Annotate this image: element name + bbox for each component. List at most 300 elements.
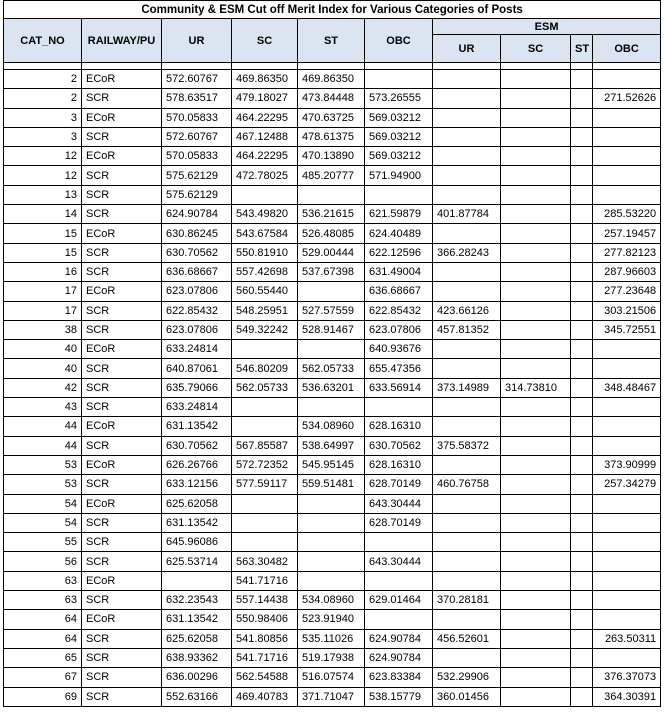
cell-esm-ur: 366.28243 <box>433 243 501 262</box>
cell-esm-sc <box>501 455 571 474</box>
cell-cat-no: 40 <box>4 359 82 378</box>
cell-railway: SCR <box>82 552 162 571</box>
cell-esm-obc: 257.34279 <box>593 475 661 494</box>
table-row <box>4 668 661 687</box>
cell-railway: SCR <box>82 262 162 281</box>
cell-railway: ECoR <box>82 571 162 590</box>
cell-st: 534.08960 <box>298 417 365 436</box>
cell-esm-ur: 457.81352 <box>433 320 501 339</box>
cell-st <box>298 282 365 301</box>
cell-railway: ECoR <box>82 417 162 436</box>
cell-railway: ECoR <box>82 340 162 359</box>
cell-esm-st <box>571 166 593 185</box>
cell-sc <box>232 513 298 532</box>
cell-esm-st <box>571 513 593 532</box>
cell-esm-obc <box>593 359 661 378</box>
cell-obc <box>365 70 433 89</box>
cell-railway: ECoR <box>82 610 162 629</box>
cell-sc: 563.30482 <box>232 552 298 571</box>
cell-esm-obc <box>593 610 661 629</box>
cell-esm-sc <box>501 668 571 687</box>
cell-esm-sc <box>501 205 571 224</box>
cell-sc <box>232 494 298 513</box>
cell-esm-st <box>571 70 593 89</box>
cell-ur: 636.00296 <box>162 668 232 687</box>
cell-esm-ur <box>433 494 501 513</box>
table-row <box>4 301 661 320</box>
cell-railway: ECoR <box>82 494 162 513</box>
cell-cat-no: 53 <box>4 475 82 494</box>
cell-esm-sc <box>501 533 571 552</box>
cell-esm-st <box>571 417 593 436</box>
cell-esm-ur: 460.76758 <box>433 475 501 494</box>
cell-ur: 624.90784 <box>162 205 232 224</box>
cell-esm-obc <box>593 513 661 532</box>
cell-st <box>298 533 365 552</box>
cell-st: 470.13890 <box>298 147 365 166</box>
cell-cat-no: 55 <box>4 533 82 552</box>
cell-cat-no: 38 <box>4 320 82 339</box>
cell-st: 537.67398 <box>298 262 365 281</box>
cell-esm-obc: 285.53220 <box>593 205 661 224</box>
cell-esm-obc <box>593 340 661 359</box>
cell-esm-st <box>571 494 593 513</box>
cell-obc: 569.03212 <box>365 127 433 146</box>
cell-esm-st <box>571 262 593 281</box>
header-esm: ESM <box>433 19 661 35</box>
cell-sc: 577.59117 <box>232 475 298 494</box>
cell-cat-no: 42 <box>4 378 82 397</box>
cell-cat-no: 67 <box>4 668 82 687</box>
cell-esm-sc <box>501 89 571 108</box>
cell-esm-st <box>571 398 593 417</box>
header-esm-sc: SC <box>501 35 571 63</box>
table-row <box>4 436 661 455</box>
cell-esm-ur <box>433 398 501 417</box>
cell-railway: SCR <box>82 359 162 378</box>
cell-esm-ur <box>433 262 501 281</box>
cell-sc: 469.40783 <box>232 687 298 706</box>
cell-ur: 636.68667 <box>162 262 232 281</box>
cell-railway: SCR <box>82 205 162 224</box>
cell-railway: ECoR <box>82 455 162 474</box>
table-row <box>4 166 661 185</box>
cell-st: 473.84448 <box>298 89 365 108</box>
cell-sc: 572.72352 <box>232 455 298 474</box>
cell-esm-sc <box>501 320 571 339</box>
cell-sc: 541.71716 <box>232 648 298 667</box>
table-row <box>4 359 661 378</box>
cell-esm-obc: 348.48467 <box>593 378 661 397</box>
cell-sc: 467.12488 <box>232 127 298 146</box>
table-row <box>4 185 661 204</box>
cell-esm-obc <box>593 108 661 127</box>
cell-sc: 541.80856 <box>232 629 298 648</box>
cell-esm-sc <box>501 571 571 590</box>
cell-st <box>298 398 365 417</box>
cell-ur: 640.87061 <box>162 359 232 378</box>
cell-esm-sc <box>501 494 571 513</box>
cell-railway: SCR <box>82 320 162 339</box>
cell-railway: SCR <box>82 166 162 185</box>
cell-ur: 623.07806 <box>162 320 232 339</box>
header-cat-no: CAT_NO <box>4 19 82 63</box>
cell-sc: 549.32242 <box>232 320 298 339</box>
cell-esm-st <box>571 243 593 262</box>
cell-obc: 624.90784 <box>365 629 433 648</box>
cell-st <box>298 513 365 532</box>
cell-esm-sc <box>501 262 571 281</box>
cell-sc: 546.80209 <box>232 359 298 378</box>
cell-cat-no: 2 <box>4 70 82 89</box>
cell-st: 516.07574 <box>298 668 365 687</box>
cell-obc <box>365 533 433 552</box>
cell-cat-no: 17 <box>4 301 82 320</box>
cell-st <box>298 340 365 359</box>
cell-obc: 643.30444 <box>365 552 433 571</box>
cell-ur: 630.70562 <box>162 243 232 262</box>
cell-esm-sc <box>501 243 571 262</box>
cell-esm-ur <box>433 224 501 243</box>
table-row <box>4 262 661 281</box>
cell-esm-obc <box>593 436 661 455</box>
cell-railway: SCR <box>82 629 162 648</box>
cell-esm-obc: 303.21506 <box>593 301 661 320</box>
cell-esm-st <box>571 610 593 629</box>
cell-obc: 623.83384 <box>365 668 433 687</box>
cell-esm-sc <box>501 648 571 667</box>
cell-esm-sc <box>501 70 571 89</box>
cell-esm-sc <box>501 282 571 301</box>
cell-esm-sc <box>501 127 571 146</box>
cell-obc <box>365 571 433 590</box>
cell-railway: ECoR <box>82 70 162 89</box>
table-row <box>4 70 661 89</box>
cell-esm-st <box>571 648 593 667</box>
cell-ur: 575.62129 <box>162 185 232 204</box>
cell-cat-no: 40 <box>4 340 82 359</box>
cell-esm-sc <box>501 687 571 706</box>
cell-st: 371.71047 <box>298 687 365 706</box>
cell-st: 470.63725 <box>298 108 365 127</box>
cell-obc: 624.40489 <box>365 224 433 243</box>
cell-railway: SCR <box>82 533 162 552</box>
cell-esm-st <box>571 359 593 378</box>
cell-esm-obc: 257.19457 <box>593 224 661 243</box>
cell-ur: 552.63166 <box>162 687 232 706</box>
cell-esm-sc <box>501 301 571 320</box>
cell-sc <box>232 417 298 436</box>
cell-esm-ur <box>433 127 501 146</box>
cell-ur: 572.60767 <box>162 70 232 89</box>
cell-esm-st <box>571 687 593 706</box>
cell-esm-obc <box>593 552 661 571</box>
cell-cat-no: 15 <box>4 243 82 262</box>
cell-esm-sc <box>501 359 571 378</box>
cell-esm-ur <box>433 359 501 378</box>
cell-esm-obc <box>593 398 661 417</box>
cell-ur <box>162 571 232 590</box>
cell-esm-ur: 401.87784 <box>433 205 501 224</box>
cell-sc: 557.42698 <box>232 262 298 281</box>
cell-obc: 628.16310 <box>365 455 433 474</box>
cell-cat-no: 53 <box>4 455 82 474</box>
cell-st: 545.95145 <box>298 455 365 474</box>
cell-esm-ur: 373.14989 <box>433 378 501 397</box>
cell-cat-no: 3 <box>4 127 82 146</box>
header-esm-ur: UR <box>433 35 501 63</box>
cell-esm-obc: 287.96603 <box>593 262 661 281</box>
merit-index-sheet <box>3 0 660 707</box>
table-row <box>4 455 661 474</box>
cell-esm-ur <box>433 533 501 552</box>
cell-cat-no: 3 <box>4 108 82 127</box>
cell-ur: 625.62058 <box>162 494 232 513</box>
cell-esm-obc <box>593 147 661 166</box>
table-row <box>4 648 661 667</box>
cell-esm-sc <box>501 398 571 417</box>
cell-railway: SCR <box>82 243 162 262</box>
cell-cat-no: 12 <box>4 147 82 166</box>
cell-ur: 626.26766 <box>162 455 232 474</box>
cell-railway: SCR <box>82 185 162 204</box>
cell-esm-sc <box>501 185 571 204</box>
cell-esm-ur <box>433 108 501 127</box>
cell-esm-ur <box>433 166 501 185</box>
cell-obc <box>365 185 433 204</box>
cell-obc: 622.85432 <box>365 301 433 320</box>
cell-ur: 630.86245 <box>162 224 232 243</box>
cell-st <box>298 552 365 571</box>
table-row <box>4 417 661 436</box>
cell-obc: 636.68667 <box>365 282 433 301</box>
cell-esm-obc: 277.23648 <box>593 282 661 301</box>
cell-esm-sc <box>501 224 571 243</box>
table-row <box>4 552 661 571</box>
cell-railway: ECoR <box>82 108 162 127</box>
cell-esm-ur <box>433 282 501 301</box>
cell-sc: 541.71716 <box>232 571 298 590</box>
cell-ur: 575.62129 <box>162 166 232 185</box>
cell-esm-ur <box>433 70 501 89</box>
cell-railway: ECoR <box>82 282 162 301</box>
cell-esm-obc: 376.37073 <box>593 668 661 687</box>
cell-esm-st <box>571 475 593 494</box>
cell-esm-ur: 370.28181 <box>433 591 501 610</box>
cell-ur: 631.13542 <box>162 610 232 629</box>
cell-ur: 632.23543 <box>162 591 232 610</box>
header-obc: OBC <box>365 19 433 63</box>
cell-sc: 562.54588 <box>232 668 298 687</box>
cell-cat-no: 16 <box>4 262 82 281</box>
cell-obc: 621.59879 <box>365 205 433 224</box>
cell-obc: 628.70149 <box>365 513 433 532</box>
cell-esm-st <box>571 552 593 571</box>
cell-esm-ur: 456.52601 <box>433 629 501 648</box>
cell-esm-sc <box>501 108 571 127</box>
cell-cat-no: 65 <box>4 648 82 667</box>
cell-ur: 572.60767 <box>162 127 232 146</box>
cell-esm-sc <box>501 436 571 455</box>
cell-esm-obc <box>593 185 661 204</box>
cell-railway: SCR <box>82 378 162 397</box>
cell-cat-no: 54 <box>4 513 82 532</box>
cell-sc: 567.85587 <box>232 436 298 455</box>
cell-railway: SCR <box>82 301 162 320</box>
table-row <box>4 108 661 127</box>
cell-st <box>298 185 365 204</box>
cell-st: 478.61375 <box>298 127 365 146</box>
cell-obc: 569.03212 <box>365 108 433 127</box>
cell-esm-st <box>571 378 593 397</box>
cell-sc: 543.49820 <box>232 205 298 224</box>
cell-esm-ur <box>433 147 501 166</box>
cell-esm-obc <box>593 591 661 610</box>
cell-ur: 623.07806 <box>162 282 232 301</box>
cell-esm-st <box>571 436 593 455</box>
cell-sc: 548.25951 <box>232 301 298 320</box>
cell-sc: 550.98406 <box>232 610 298 629</box>
cell-obc: 622.12596 <box>365 243 433 262</box>
cell-sc <box>232 398 298 417</box>
cell-railway: SCR <box>82 648 162 667</box>
cell-cat-no: 64 <box>4 629 82 648</box>
cell-railway: SCR <box>82 127 162 146</box>
cell-ur: 633.24814 <box>162 398 232 417</box>
cell-st <box>298 494 365 513</box>
cell-esm-ur <box>433 455 501 474</box>
cell-esm-sc <box>501 591 571 610</box>
cell-cat-no: 63 <box>4 571 82 590</box>
cell-esm-st <box>571 340 593 359</box>
cell-esm-sc <box>501 513 571 532</box>
table-row <box>4 687 661 706</box>
cell-obc: 573.26555 <box>365 89 433 108</box>
merit-index-table <box>3 0 661 707</box>
cell-obc: 628.16310 <box>365 417 433 436</box>
cell-esm-ur <box>433 340 501 359</box>
cell-railway: SCR <box>82 475 162 494</box>
cell-ur: 570.05833 <box>162 147 232 166</box>
table-body <box>4 70 661 707</box>
cell-railway: SCR <box>82 436 162 455</box>
cell-esm-ur: 360.01456 <box>433 687 501 706</box>
cell-esm-sc <box>501 629 571 648</box>
cell-st: 534.08960 <box>298 591 365 610</box>
cell-sc: 469.86350 <box>232 70 298 89</box>
cell-sc: 472.78025 <box>232 166 298 185</box>
table-row <box>4 571 661 590</box>
cell-ur: 625.62058 <box>162 629 232 648</box>
cell-esm-sc <box>501 610 571 629</box>
cell-obc: 640.93676 <box>365 340 433 359</box>
cell-esm-obc <box>593 417 661 436</box>
table-row <box>4 378 661 397</box>
cell-st: 529.00444 <box>298 243 365 262</box>
cell-obc: 633.56914 <box>365 378 433 397</box>
table-row <box>4 147 661 166</box>
cell-sc: 543.67584 <box>232 224 298 243</box>
cell-obc: 655.47356 <box>365 359 433 378</box>
cell-esm-st <box>571 147 593 166</box>
header-esm-st: ST <box>571 35 593 63</box>
cell-sc: 562.05733 <box>232 378 298 397</box>
cell-cat-no: 69 <box>4 687 82 706</box>
table-row <box>4 320 661 339</box>
header-esm-obc: OBC <box>593 35 661 63</box>
cell-obc: 623.07806 <box>365 320 433 339</box>
cell-st: 469.86350 <box>298 70 365 89</box>
cell-cat-no: 14 <box>4 205 82 224</box>
cell-ur: 645.96086 <box>162 533 232 552</box>
cell-esm-st <box>571 533 593 552</box>
cell-cat-no: 54 <box>4 494 82 513</box>
cell-obc: 538.15779 <box>365 687 433 706</box>
cell-ur: 578.63517 <box>162 89 232 108</box>
cell-esm-ur <box>433 89 501 108</box>
table-row <box>4 475 661 494</box>
cell-esm-ur: 375.58372 <box>433 436 501 455</box>
cell-esm-obc <box>593 494 661 513</box>
cell-esm-obc <box>593 533 661 552</box>
cell-esm-st <box>571 127 593 146</box>
cell-cat-no: 12 <box>4 166 82 185</box>
table-row <box>4 243 661 262</box>
table-row <box>4 629 661 648</box>
table-row <box>4 340 661 359</box>
cell-sc <box>232 340 298 359</box>
cell-ur: 622.85432 <box>162 301 232 320</box>
table-row <box>4 533 661 552</box>
table-row <box>4 205 661 224</box>
cell-esm-obc: 271.52626 <box>593 89 661 108</box>
cell-esm-st <box>571 185 593 204</box>
cell-ur: 625.53714 <box>162 552 232 571</box>
cell-esm-st <box>571 205 593 224</box>
cell-obc: 629.01464 <box>365 591 433 610</box>
cell-sc: 464.22295 <box>232 147 298 166</box>
cell-st: 528.91467 <box>298 320 365 339</box>
cell-cat-no: 43 <box>4 398 82 417</box>
table-row <box>4 127 661 146</box>
table-row <box>4 89 661 108</box>
cell-esm-obc: 364.30391 <box>593 687 661 706</box>
header-st: ST <box>298 19 365 63</box>
cell-esm-sc: 314.73810 <box>501 378 571 397</box>
cell-railway: SCR <box>82 668 162 687</box>
cell-esm-st <box>571 301 593 320</box>
cell-esm-st <box>571 455 593 474</box>
cell-esm-ur: 532.29906 <box>433 668 501 687</box>
cell-cat-no: 13 <box>4 185 82 204</box>
cell-esm-ur <box>433 552 501 571</box>
cell-esm-st <box>571 320 593 339</box>
cell-esm-obc: 373.90999 <box>593 455 661 474</box>
cell-esm-st <box>571 224 593 243</box>
cell-st: 527.57559 <box>298 301 365 320</box>
cell-esm-st <box>571 629 593 648</box>
cell-cat-no: 15 <box>4 224 82 243</box>
cell-sc <box>232 185 298 204</box>
cell-st: 536.21615 <box>298 205 365 224</box>
cell-ur: 638.93362 <box>162 648 232 667</box>
cell-st: 559.51481 <box>298 475 365 494</box>
cell-obc: 624.90784 <box>365 648 433 667</box>
cell-railway: ECoR <box>82 224 162 243</box>
cell-st: 485.20777 <box>298 166 365 185</box>
cell-st: 536.63201 <box>298 378 365 397</box>
cell-cat-no: 44 <box>4 417 82 436</box>
